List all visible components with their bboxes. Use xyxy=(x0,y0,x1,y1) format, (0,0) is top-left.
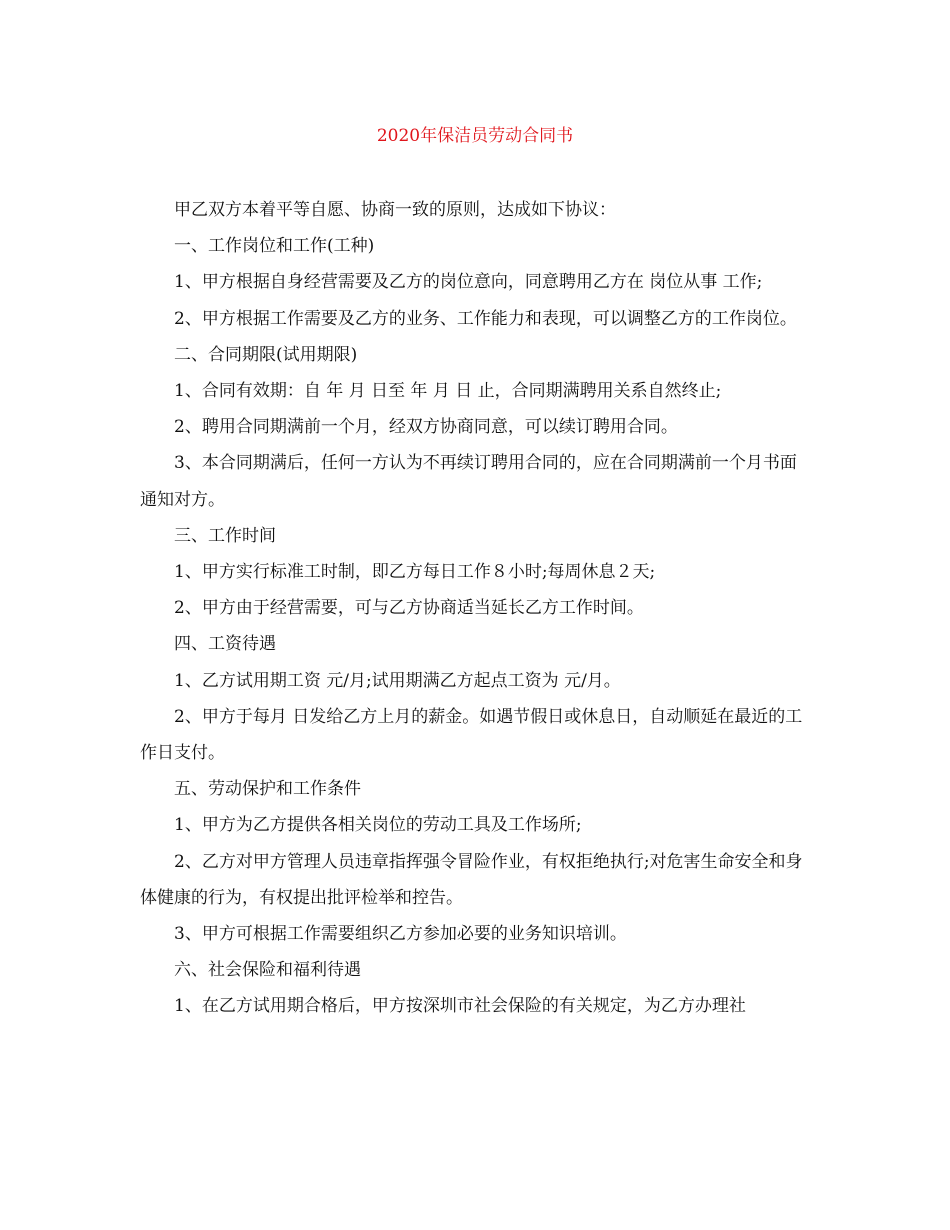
paragraph: 1、甲方为乙方提供各相关岗位的劳动工具及工作场所; xyxy=(174,815,582,836)
paragraph: 1、甲方根据自身经营需要及乙方的岗位意向，同意聘用乙方在 岗位从事 工作; xyxy=(174,272,763,293)
paragraph: 2、乙方对甲方管理人员违章指挥强令冒险作业，有权拒绝执行;对危害生命安全和身体健康的行为，有权提出批评检举和控告。 xyxy=(140,851,803,908)
paragraph: 甲乙双方本着平等自愿、协商一致的原则，达成如下协议： xyxy=(174,200,616,220)
paragraph: 3、甲方可根据工作需要组织乙方参加必要的业务知识培训。 xyxy=(174,924,627,945)
document-body xyxy=(140,192,810,1025)
paragraph: 3、本合同期满后，任何一方认为不再续订聘用合同的，应在合同期满前一个月书面通知对方。 xyxy=(140,453,797,510)
section-heading: 三、工作时间 xyxy=(174,525,276,546)
paragraph: 2、甲方由于经营需要，可与乙方协商适当延长乙方工作时间。 xyxy=(174,598,644,619)
paragraph: 2、甲方于每月 日发给乙方上月的薪金。如遇节假日或休息日，自动顺延在最近的工作日支付。 xyxy=(140,706,803,764)
section-heading: 一、工作岗位和工作(工种) xyxy=(174,236,375,257)
paragraph: 1、合同有效期：自 年 月 日至 年 月 日 止，合同期满聘用关系自然终止; xyxy=(174,381,722,402)
paragraph: 2、聘用合同期满前一个月，经双方协商同意，可以续订聘用合同。 xyxy=(174,417,678,438)
paragraph: 1、乙方试用期工资 元/月;试用期满乙方起点工资为 元/月。 xyxy=(174,670,621,691)
paragraph: 1、在乙方试用期合格后，甲方按深圳市社会保险的有关规定，为乙方办理社 xyxy=(174,996,746,1017)
section-heading: 五、劳动保护和工作条件 xyxy=(174,779,361,800)
paragraph: 1、甲方实行标准工时制，即乙方每日工作８小时;每周休息２天; xyxy=(174,562,656,583)
document-title: 2020年保洁员劳动合同书 xyxy=(376,126,574,146)
section-heading: 六、社会保险和福利待遇 xyxy=(174,960,361,981)
paragraph: 2、甲方根据工作需要及乙方的业务、工作能力和表现，可以调整乙方的工作岗位。 xyxy=(174,308,797,329)
section-heading: 四、工资待遇 xyxy=(174,634,276,655)
section-heading: 二、合同期限(试用期限) xyxy=(174,344,358,365)
